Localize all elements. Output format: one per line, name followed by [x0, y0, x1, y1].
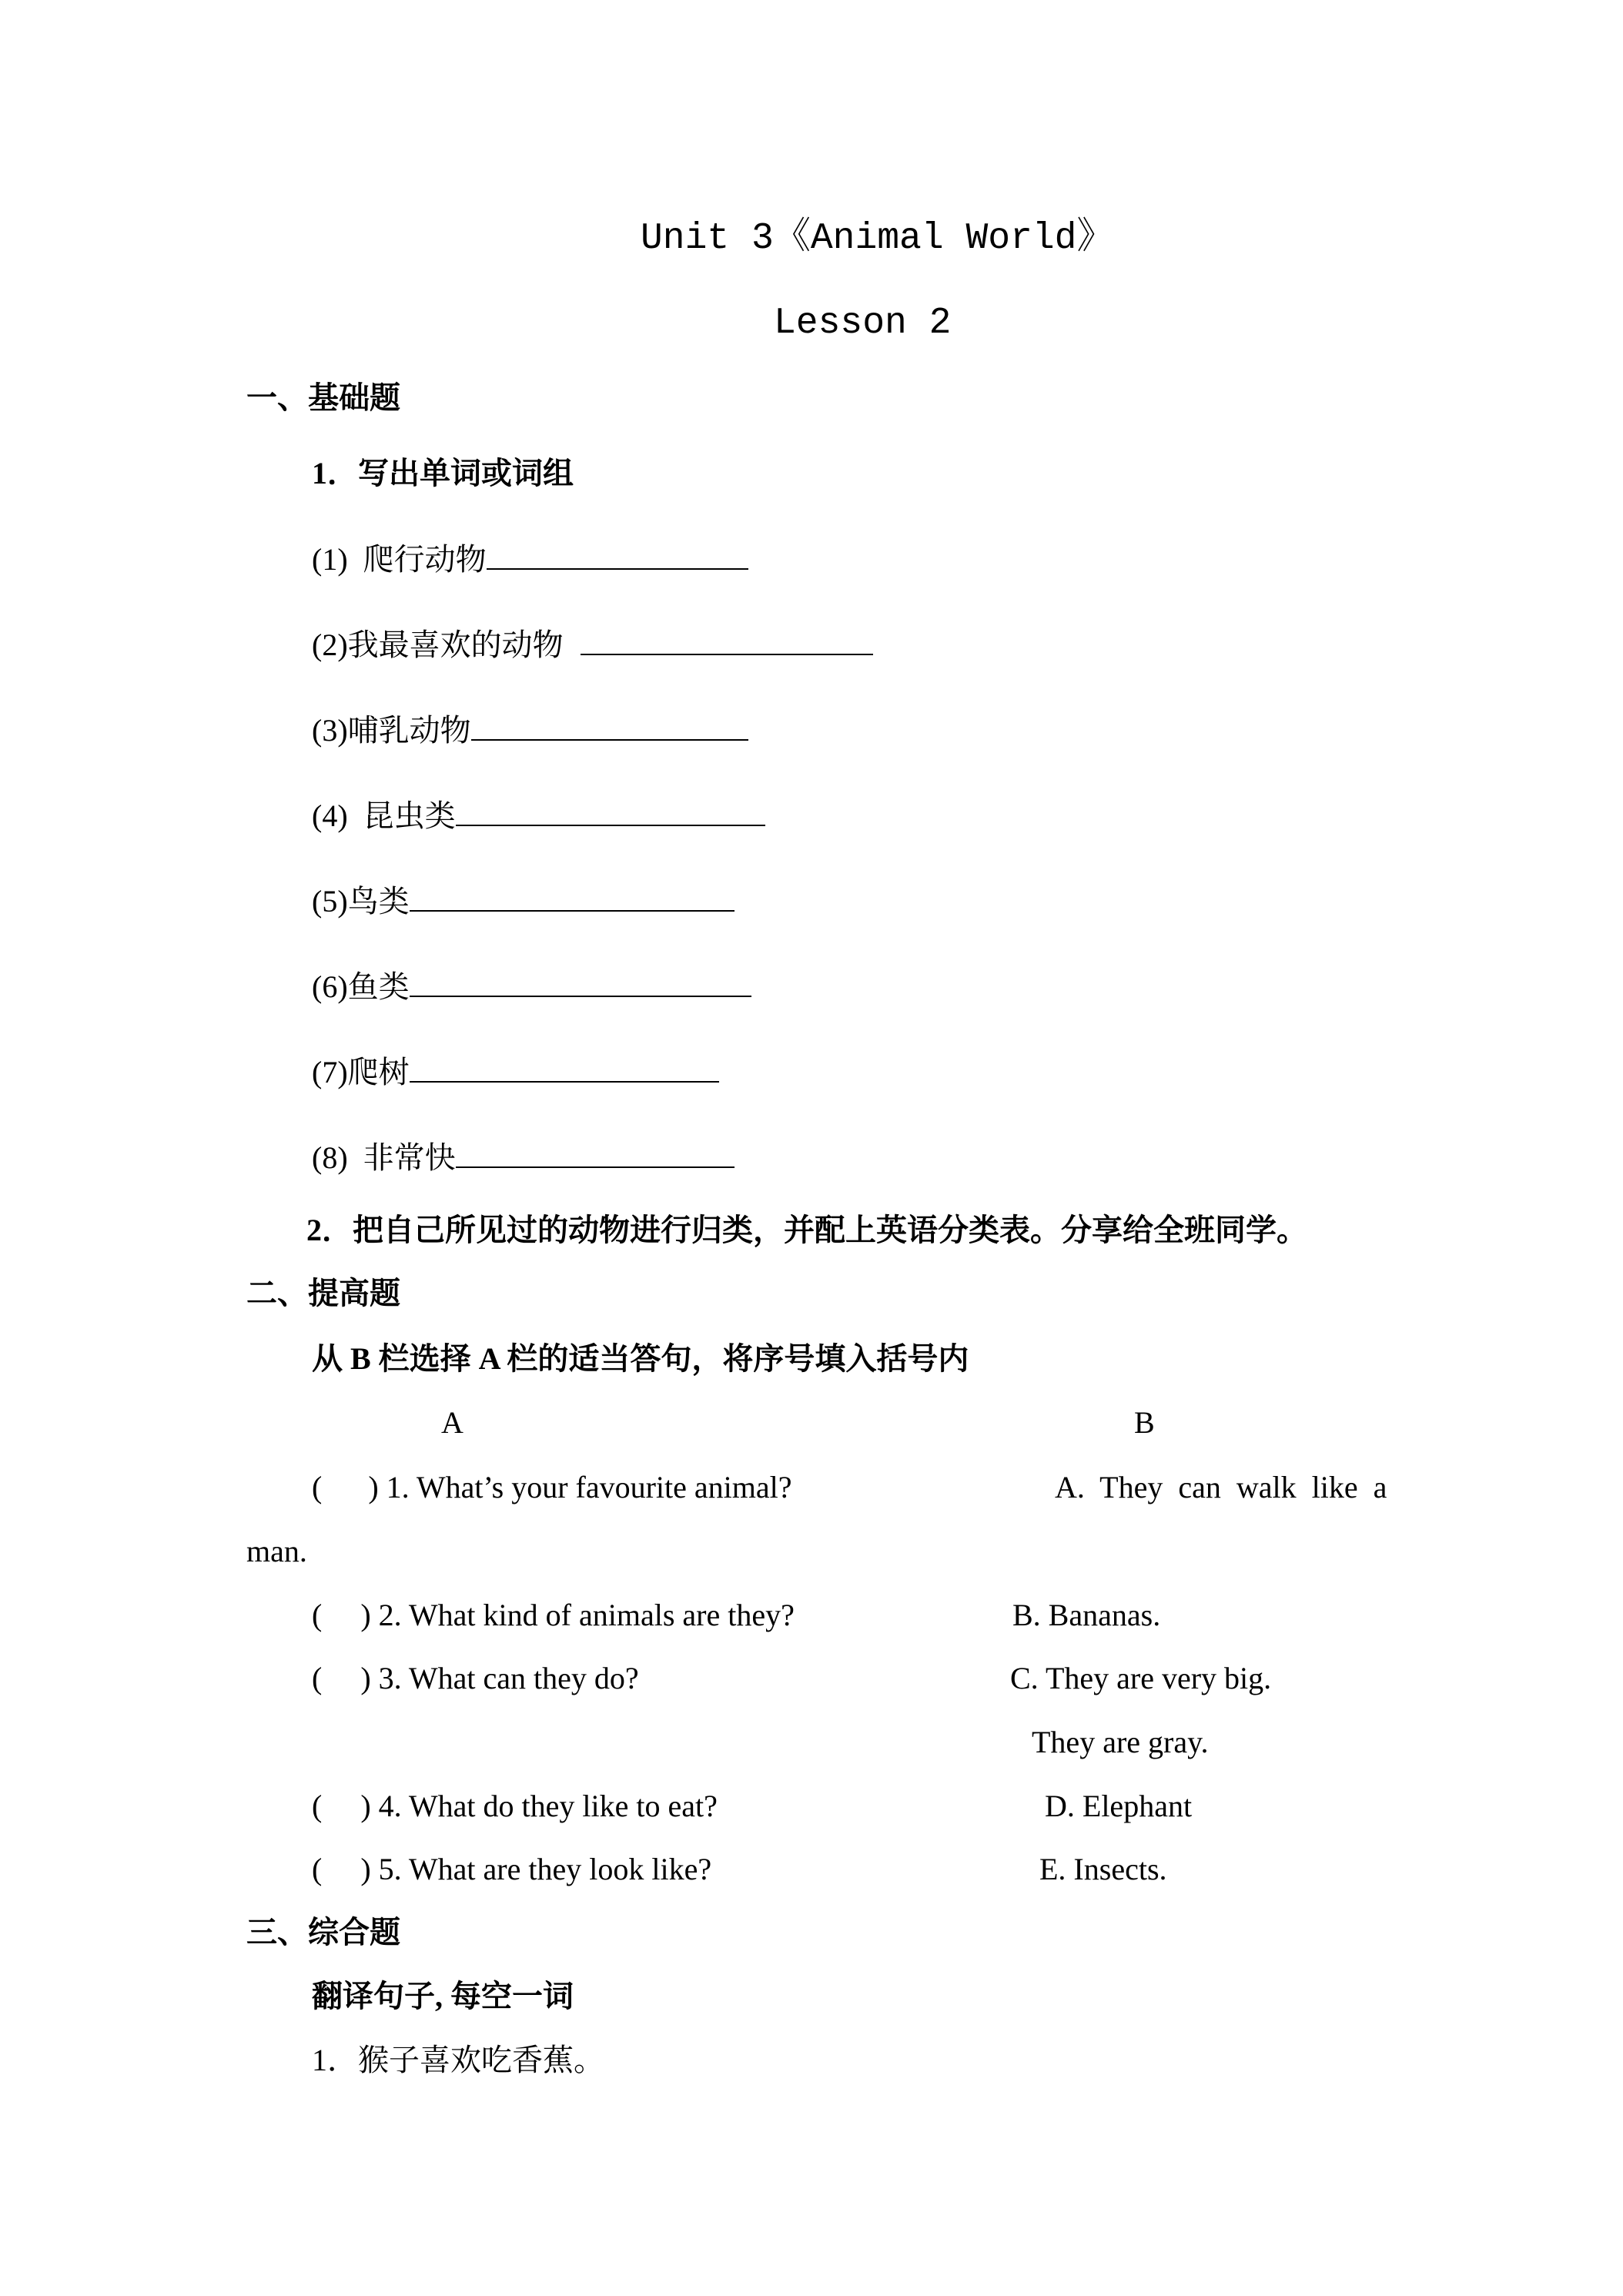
match-row-3-question [312, 1663, 639, 1694]
answer-blank[interactable] [581, 631, 873, 655]
section-2-instruction: 从 B 栏选择 A 栏的适当答句，将序号填入括号内 [312, 1341, 969, 1376]
translation-item: 1．猴子喜欢吃香蕉。 [312, 2043, 604, 2077]
answer-blank[interactable] [456, 1143, 735, 1168]
item-text: 哺乳动物 [347, 713, 471, 748]
item-text: 昆虫类 [363, 798, 456, 833]
worksheet-title: Unit 3《Animal World》 [641, 218, 1114, 259]
answer-parentheses[interactable]: ( ) [312, 1661, 371, 1695]
q1-item [312, 630, 873, 661]
answer-blank[interactable] [456, 802, 765, 826]
answer-parentheses[interactable]: ( ) [312, 1852, 371, 1886]
item-number: (5) [312, 884, 348, 919]
match-row-3-answer-cont: They are gray. [1032, 1725, 1209, 1759]
item-number: (4) [312, 798, 348, 833]
answer-parentheses[interactable]: ( ) [312, 1470, 379, 1504]
section-1-heading: 一、基础题 [246, 380, 400, 415]
q1-item [312, 969, 751, 1004]
section-3-heading: 三、综合题 [246, 1915, 400, 1950]
q1-item [312, 544, 748, 575]
match-row-5-question [312, 1854, 711, 1885]
section-3-instruction: 翻译句子, 每空一词 [312, 1979, 574, 2013]
answer-blank[interactable] [410, 1058, 719, 1083]
match-row-4-question [312, 1791, 718, 1822]
item-text: 爬行动物 [363, 542, 487, 577]
item-number: (6) [312, 969, 348, 1004]
question-text: 2. What kind of animals are they? [378, 1598, 795, 1632]
lesson-title: Lesson 2 [774, 303, 952, 344]
question-text: 1. What’s your favourite animal? [386, 1470, 792, 1504]
answer-parentheses[interactable]: ( ) [312, 1598, 371, 1632]
q1-item [312, 798, 765, 833]
match-row-1-answer-cont: man. [246, 1534, 307, 1568]
q1-item [312, 886, 735, 917]
q1-title: 1．写出单词或词组 [312, 456, 574, 490]
item-text: 非常快 [363, 1140, 456, 1175]
item-text: 我最喜欢的动物 [347, 628, 564, 662]
q2-text: 2．把自己所见过的动物进行归类，并配上英语分类表。分享给全班同学。 [306, 1213, 1307, 1247]
match-row-3-answer: C. They are very big. [1010, 1661, 1272, 1695]
item-number: (8) [312, 1140, 348, 1175]
item-text: 鸟类 [347, 884, 410, 919]
match-row-1-question [312, 1472, 792, 1503]
match-row-2-question [312, 1600, 795, 1631]
section-2-heading: 二、提高题 [246, 1276, 400, 1310]
question-text: 5. What are they look like? [378, 1852, 712, 1886]
match-row-4-answer: D. Elephant [1045, 1789, 1193, 1823]
item-number: (7) [312, 1055, 348, 1089]
q1-item [312, 1057, 719, 1088]
answer-blank[interactable] [487, 545, 748, 570]
answer-blank[interactable] [410, 972, 751, 997]
column-b-header: B [1134, 1405, 1155, 1440]
match-row-1-answer: A. They can walk like a [1055, 1470, 1387, 1504]
item-text: 鱼类 [347, 969, 410, 1004]
column-a-header: A [441, 1405, 463, 1440]
answer-blank[interactable] [410, 887, 735, 912]
question-text: 4. What do they like to eat? [378, 1789, 718, 1823]
q1-item [312, 715, 748, 746]
q1-item [312, 1140, 735, 1175]
match-row-5-answer: E. Insects. [1039, 1852, 1167, 1886]
match-row-2-answer: B. Bananas. [1012, 1598, 1161, 1632]
question-text: 3. What can they do? [378, 1661, 639, 1695]
item-text: 爬树 [347, 1055, 410, 1089]
item-number: (2) [312, 628, 348, 662]
answer-blank[interactable] [471, 716, 748, 741]
answer-parentheses[interactable]: ( ) [312, 1789, 371, 1823]
item-number: (1) [312, 542, 348, 577]
item-number: (3) [312, 713, 348, 748]
